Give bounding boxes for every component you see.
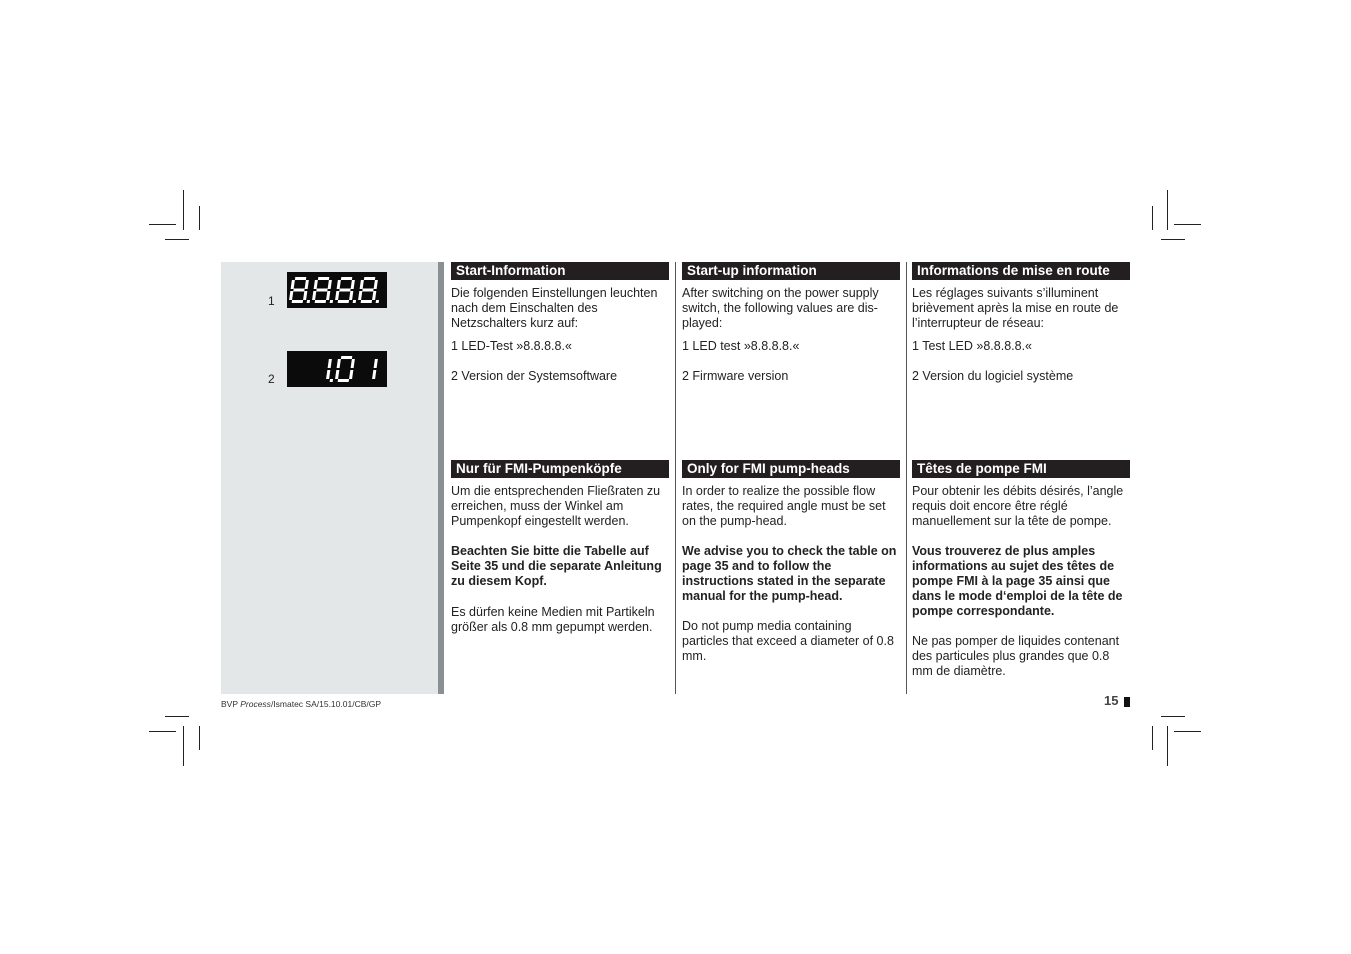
led-segment	[372, 291, 376, 300]
led-decimal-point	[330, 379, 333, 382]
column-divider	[675, 262, 676, 694]
section-heading-start: Start-up information	[682, 262, 900, 280]
start-item-1: 1 LED-Test »8.8.8.8.«	[451, 339, 572, 353]
led-segment	[305, 280, 309, 289]
start-item-1: 1 LED test »8.8.8.8.«	[682, 339, 800, 353]
start-item-2: 2 Firmware version	[682, 369, 789, 383]
fmi-paragraph-1: Pour obtenir les débits désirés, l’angle requis doit encore être réglé manuellement sur la tête de pompe.	[912, 484, 1124, 528]
led-segment	[335, 291, 339, 300]
column-french	[912, 262, 1130, 384]
crop-mark	[199, 726, 200, 750]
start-intro: After switching on the power supply switch, the following values are dis-played:	[682, 286, 879, 330]
led-decimal-point	[376, 300, 379, 303]
crop-mark	[1161, 239, 1185, 240]
led-segment	[318, 277, 329, 280]
section-heading-fmi: Nur für FMI-Pumpenköpfe	[451, 460, 669, 478]
column-divider	[906, 262, 907, 694]
start-item-2: 2 Version du logiciel système	[912, 369, 1074, 383]
led-segment	[326, 291, 330, 300]
doc-ref-suffix: /Ismatec SA/15.10.01/CB/GP	[270, 699, 382, 709]
crop-mark	[1161, 716, 1185, 717]
crop-mark	[183, 190, 184, 230]
column-english-fmi	[682, 460, 900, 664]
led-segment	[364, 277, 375, 280]
panel-divider	[438, 262, 444, 694]
column-english	[682, 262, 900, 384]
fmi-paragraph-2: We advise you to check the table on page 35 and to follow the instructions stated in the separate manual for the pump-head.	[682, 544, 897, 603]
figure-panel	[221, 262, 438, 694]
column-german-fmi	[451, 460, 669, 635]
section-heading-fmi: Only for FMI pump-heads	[682, 460, 900, 478]
crop-mark	[149, 224, 176, 225]
led-segment	[328, 280, 332, 289]
start-intro: Les réglages suivants s’illuminent brièvement après la mise en route de l’interrupteur de réseau:	[912, 286, 1119, 330]
crop-mark	[1167, 190, 1168, 230]
fmi-paragraph-3: Ne pas pomper de liquides contenant des particules plus grandes que 0.8 mm de diamètre.	[912, 634, 1120, 678]
fmi-paragraph-3: Es dürfen keine Medien mit Partikeln größer als 0.8 mm gepumpt werden.	[451, 605, 655, 634]
led-segment	[372, 370, 376, 379]
figure-label-2: 2	[268, 372, 275, 386]
fmi-paragraph-2: Vous trouverez de plus amples informations au sujet des têtes de pompe FMI à la page 35 ainsi que dans le mode d‘emploi de la tête de pompe correspondante.	[912, 544, 1123, 618]
crop-mark	[183, 726, 184, 766]
led-segment	[374, 359, 378, 368]
crop-mark	[1152, 726, 1153, 750]
led-segment	[339, 289, 350, 292]
start-item-1: 1 Test LED »8.8.8.8.«	[912, 339, 1032, 353]
led-segment	[316, 289, 327, 292]
fmi-paragraph-1: In order to realize the possible flow rates, the required angle must be set on the pump-head.	[682, 484, 886, 528]
led-decimal-point	[307, 300, 310, 303]
led-segment	[341, 277, 352, 280]
led-segment	[351, 359, 355, 368]
led-segment	[303, 291, 307, 300]
led-digits-version	[287, 351, 387, 387]
led-segment	[326, 370, 330, 379]
led-segment	[337, 359, 341, 368]
led-segment	[341, 356, 352, 359]
fmi-paragraph-1: Um die entsprechenden Fließraten zu erreichen, muss der Winkel am Pumpenkopf eingestellt werden.	[451, 484, 661, 528]
led-segment	[335, 370, 339, 379]
crop-mark	[1174, 224, 1201, 225]
led-segment	[289, 291, 293, 300]
document-reference	[221, 699, 381, 709]
led-segment	[349, 370, 353, 379]
led-segment	[351, 280, 355, 289]
crop-mark	[165, 239, 189, 240]
column-german	[451, 262, 669, 384]
led-segment	[362, 289, 373, 292]
crop-mark	[149, 731, 176, 732]
led-segment	[360, 280, 364, 289]
page-marker	[1124, 697, 1130, 707]
start-item-2: 2 Version der Systemsoftware	[451, 369, 618, 383]
led-segment	[295, 277, 306, 280]
led-segment	[361, 300, 372, 303]
section-heading-fmi: Têtes de pompe FMI	[912, 460, 1130, 478]
section-heading-start: Start-Information	[451, 262, 669, 280]
crop-mark	[1174, 731, 1201, 732]
led-segment	[293, 289, 304, 292]
section-heading-start: Informations de mise en route	[912, 262, 1130, 280]
led-segment	[349, 291, 353, 300]
led-display-version	[287, 351, 387, 387]
figure-label-1: 1	[268, 294, 275, 308]
crop-mark	[199, 206, 200, 230]
column-french-fmi	[912, 460, 1130, 679]
led-digits-test	[287, 272, 387, 308]
fmi-paragraph-3: Do not pump media containing particles that exceed a diameter of 0.8 mm.	[682, 619, 894, 663]
led-decimal-point	[330, 300, 333, 303]
doc-ref-prefix: BVP	[221, 699, 241, 709]
crop-mark	[165, 716, 189, 717]
led-segment	[374, 280, 378, 289]
led-segment	[292, 300, 303, 303]
led-segment	[337, 280, 341, 289]
doc-ref-italic: Process	[240, 699, 271, 709]
led-segment	[338, 379, 349, 382]
led-segment	[338, 300, 349, 303]
led-segment	[358, 291, 362, 300]
start-intro: Die folgenden Einstellungen leuchten nach dem Einschalten des Netzschalters kurz auf:	[451, 286, 658, 330]
crop-mark	[1152, 206, 1153, 230]
led-segment	[312, 291, 316, 300]
led-segment	[328, 359, 332, 368]
crop-mark	[1167, 726, 1168, 766]
led-decimal-point	[353, 300, 356, 303]
fmi-paragraph-2: Beachten Sie bitte die Tabelle auf Seite 35 und die separate Anleitung zu diesem Kopf.	[451, 544, 662, 588]
led-segment	[314, 280, 318, 289]
led-segment	[291, 280, 295, 289]
led-display-test	[287, 272, 387, 308]
page-number: 15	[1104, 693, 1119, 708]
led-segment	[315, 300, 326, 303]
